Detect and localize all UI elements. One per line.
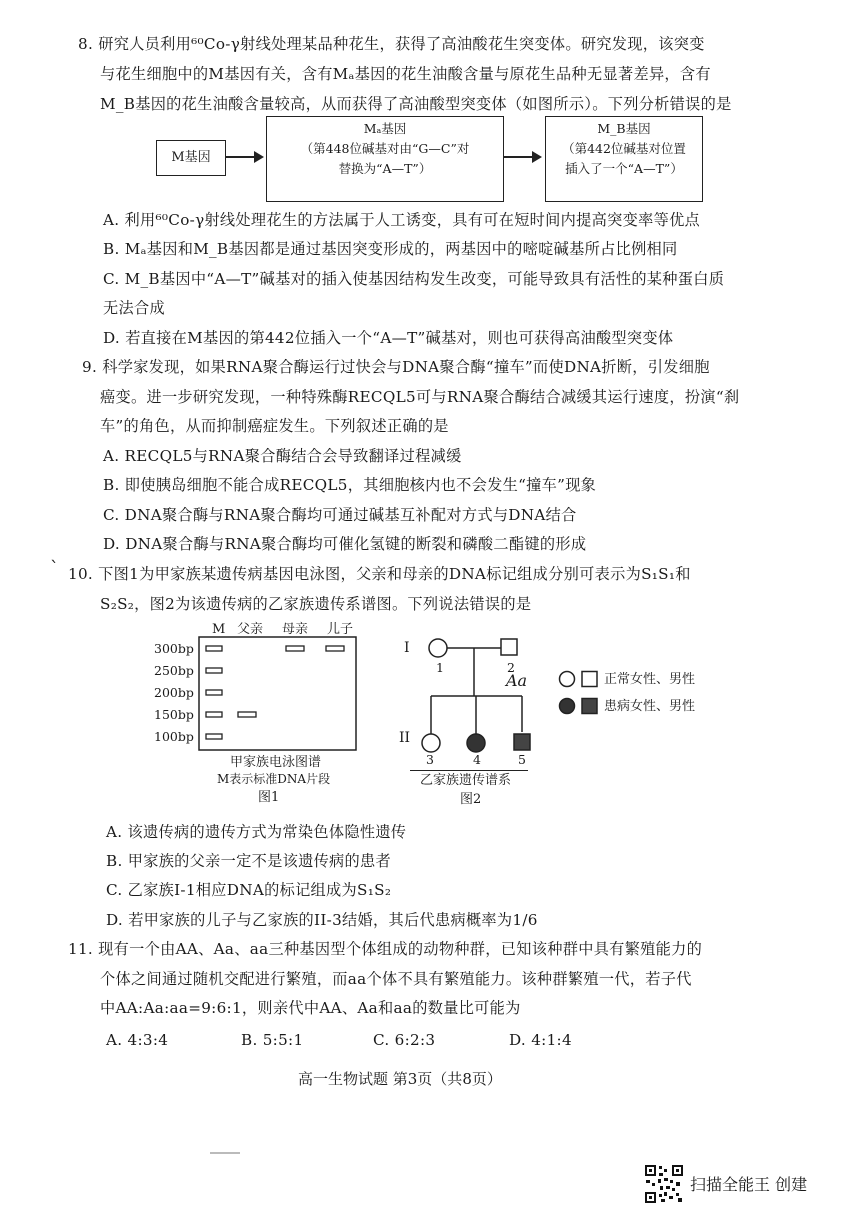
q9-stem-line-2: 癌变。进一步研究发现，一种特殊酶RECQL5可与RNA聚合酶结合减缓其运行速度，扮演“刹 xyxy=(100,388,740,406)
individual-i-2 xyxy=(501,639,517,655)
lane-label-son: 儿子 xyxy=(327,622,354,637)
q8-option-a: A. 利用⁶⁰Co-γ射线处理花生的方法属于人工诱变，具有可在短时间内提高突变率等优点 xyxy=(103,211,701,229)
generation-ii-label: II xyxy=(399,730,411,746)
pedigree-caption: 乙家族遗传谱系 xyxy=(420,773,512,788)
q11-stem-line-2: 个体之间通过随机交配进行繁殖，而aa个体不具有繁殖能力。该种群繁殖一代，若子代 xyxy=(100,970,692,988)
pedigree-legend-symbols xyxy=(558,670,602,716)
mb-gene-desc-1: （第442位碱基对位置 xyxy=(562,141,686,156)
individual-ii-5 xyxy=(514,734,530,750)
mb-gene-title: M_B基因 xyxy=(597,121,651,136)
q11-option-c: C. 6:2:3 xyxy=(373,1031,436,1049)
q10-option-b: B. 甲家族的父亲一定不是该遗传病的患者 xyxy=(106,852,392,870)
lane-label-father: 父亲 xyxy=(237,622,264,637)
lane-label-m: M xyxy=(212,622,226,637)
margin-mark: ˋ xyxy=(50,558,59,579)
q9-option-c: C. DNA聚合酶与RNA聚合酶均可通过碱基互补配对方式与DNA结合 xyxy=(103,506,577,524)
q10-option-d: D. 若甲家族的儿子与乙家族的II-3结婚，其后代患病概率为1/6 xyxy=(106,911,538,929)
bp-label-100: 100bp xyxy=(154,729,194,744)
q10-stem-line-1: 10. 下图1为甲家族某遗传病基因电泳图，父亲和母亲的DNA标记组成分别可表示为S₁S₁和 xyxy=(68,565,691,583)
ma-gene-title: Mₐ基因 xyxy=(363,121,407,136)
mb-gene-desc-2: 插入了一个“A—T”） xyxy=(565,161,683,176)
legend-normal-male xyxy=(582,672,597,687)
lane-label-mother: 母亲 xyxy=(282,622,309,637)
q9-stem-line-3: 车”的角色，从而抑制癌症发生。下列叙述正确的是 xyxy=(100,417,449,435)
scan-smudge xyxy=(210,1152,240,1154)
q11-option-a: A. 4:3:4 xyxy=(106,1031,169,1049)
individual-ii-3 xyxy=(422,734,440,752)
gel-caption-1: 甲家族电泳图谱 xyxy=(230,755,322,770)
bp-label-300: 300bp xyxy=(154,641,194,656)
gel-frame xyxy=(198,636,358,752)
band-m-200 xyxy=(206,690,222,695)
bp-label-250: 250bp xyxy=(154,663,194,678)
handwritten-note: Aa xyxy=(506,671,528,690)
figure-1-title: 图1 xyxy=(258,790,280,805)
q10-option-c: C. 乙家族I-1相应DNA的标记组成为S₁S₂ xyxy=(106,881,392,899)
legend-affected-female xyxy=(560,699,575,714)
q11-stem-line-1: 11. 现有一个由AA、Aa、aa三种基因型个体组成的动物种群，已知该种群中具有繁殖能力的 xyxy=(68,940,703,958)
legend-affected-label: 患病女性、男性 xyxy=(604,699,696,714)
ma-gene-desc-2: 替换为“A—T”） xyxy=(338,161,432,176)
band-son-300 xyxy=(326,646,344,651)
mb-gene-box xyxy=(545,116,703,202)
band-father-150 xyxy=(238,712,256,717)
q11-option-d: D. 4:1:4 xyxy=(509,1031,572,1049)
q8-stem-line-2: 与花生细胞中的M基因有关，含有Mₐ基因的花生油酸含量与原花生品种无显著差异，含有 xyxy=(100,65,711,83)
q8-stem-line-1: 8. 研究人员利用⁶⁰Co-γ射线处理某品种花生，获得了高油酸花生突变体。研究发现，该突变 xyxy=(78,35,705,53)
band-mother-300 xyxy=(286,646,304,651)
pedigree-id-5: 5 xyxy=(518,752,526,767)
legend-normal-label: 正常女性、男性 xyxy=(604,672,696,687)
figure-2-title: 图2 xyxy=(460,792,482,807)
q11-stem-line-3: 中AA:Aa:aa=9:6:1，则亲代中AA、Aa和aa的数量比可能为 xyxy=(100,999,521,1017)
legend-affected-male xyxy=(582,699,597,714)
pedigree-diagram xyxy=(412,630,552,760)
q9-option-d: D. DNA聚合酶与RNA聚合酶均可催化氢键的断裂和磷酸二酯键的形成 xyxy=(103,535,587,553)
m-gene-box: M基因 xyxy=(156,140,226,176)
pedigree-id-1: 1 xyxy=(436,660,444,675)
ma-gene-desc-1: （第448位碱基对由“G—C”对 xyxy=(300,141,470,156)
band-m-100 xyxy=(206,734,222,739)
pedigree-id-4: 4 xyxy=(473,752,481,767)
q8-stem-line-3: M_B基因的花生油酸含量较高，从而获得了高油酸型突变体（如图所示）。下列分析错误的是 xyxy=(100,95,732,113)
pedigree-id-2: 2 xyxy=(507,660,515,675)
individual-i-1 xyxy=(429,639,447,657)
gel-caption-2: M表示标准DNA片段 xyxy=(217,772,331,786)
q9-option-a: A. RECQL5与RNA聚合酶结合会导致翻译过程减缓 xyxy=(103,447,462,465)
q8-option-c-cont: 无法合成 xyxy=(103,299,165,317)
band-m-300 xyxy=(206,646,222,651)
q8-option-c: C. M_B基因中“A—T”碱基对的插入使基因结构发生改变，可能导致具有活性的某种蛋白质 xyxy=(103,270,725,288)
q9-stem-line-1: 9. 科学家发现，如果RNA聚合酶运行过快会与DNA聚合酶“撞车”而使DNA折断，引发细胞 xyxy=(82,358,710,376)
q8-option-d: D. 若直接在M基因的第442位插入一个“A—T”碱基对，则也可获得高油酸型突变体 xyxy=(103,329,674,347)
q10-stem-line-2: S₂S₂，图2为该遗传病的乙家族遗传系谱图。下列说法错误的是 xyxy=(100,595,532,613)
arrow-to-ma xyxy=(226,156,262,158)
arrow-to-mb xyxy=(504,156,540,158)
scanner-watermark: 扫描全能王 创建 xyxy=(690,1175,808,1194)
q11-option-b: B. 5:5:1 xyxy=(241,1031,304,1049)
bp-label-200: 200bp xyxy=(154,685,194,700)
individual-ii-4 xyxy=(467,734,485,752)
bp-label-150: 150bp xyxy=(154,707,194,722)
ma-gene-box xyxy=(266,116,504,202)
band-m-150 xyxy=(206,712,222,717)
pedigree-id-3: 3 xyxy=(426,752,434,767)
qr-code-icon xyxy=(644,1164,684,1204)
legend-normal-female xyxy=(560,672,575,687)
pedigree-underline xyxy=(410,770,528,771)
q10-option-a: A. 该遗传病的遗传方式为常染色体隐性遗传 xyxy=(106,823,407,841)
q9-option-b: B. 即使胰岛细胞不能合成RECQL5，其细胞核内也不会发生“撞车”现象 xyxy=(103,476,597,494)
generation-i-label: I xyxy=(404,640,410,656)
q8-option-b: B. Mₐ基因和M_B基因都是通过基因突变形成的，两基因中的嘧啶碱基所占比例相同 xyxy=(103,240,678,258)
page-footer: 高一生物试题 第3页（共8页） xyxy=(298,1070,502,1088)
band-m-250 xyxy=(206,668,222,673)
